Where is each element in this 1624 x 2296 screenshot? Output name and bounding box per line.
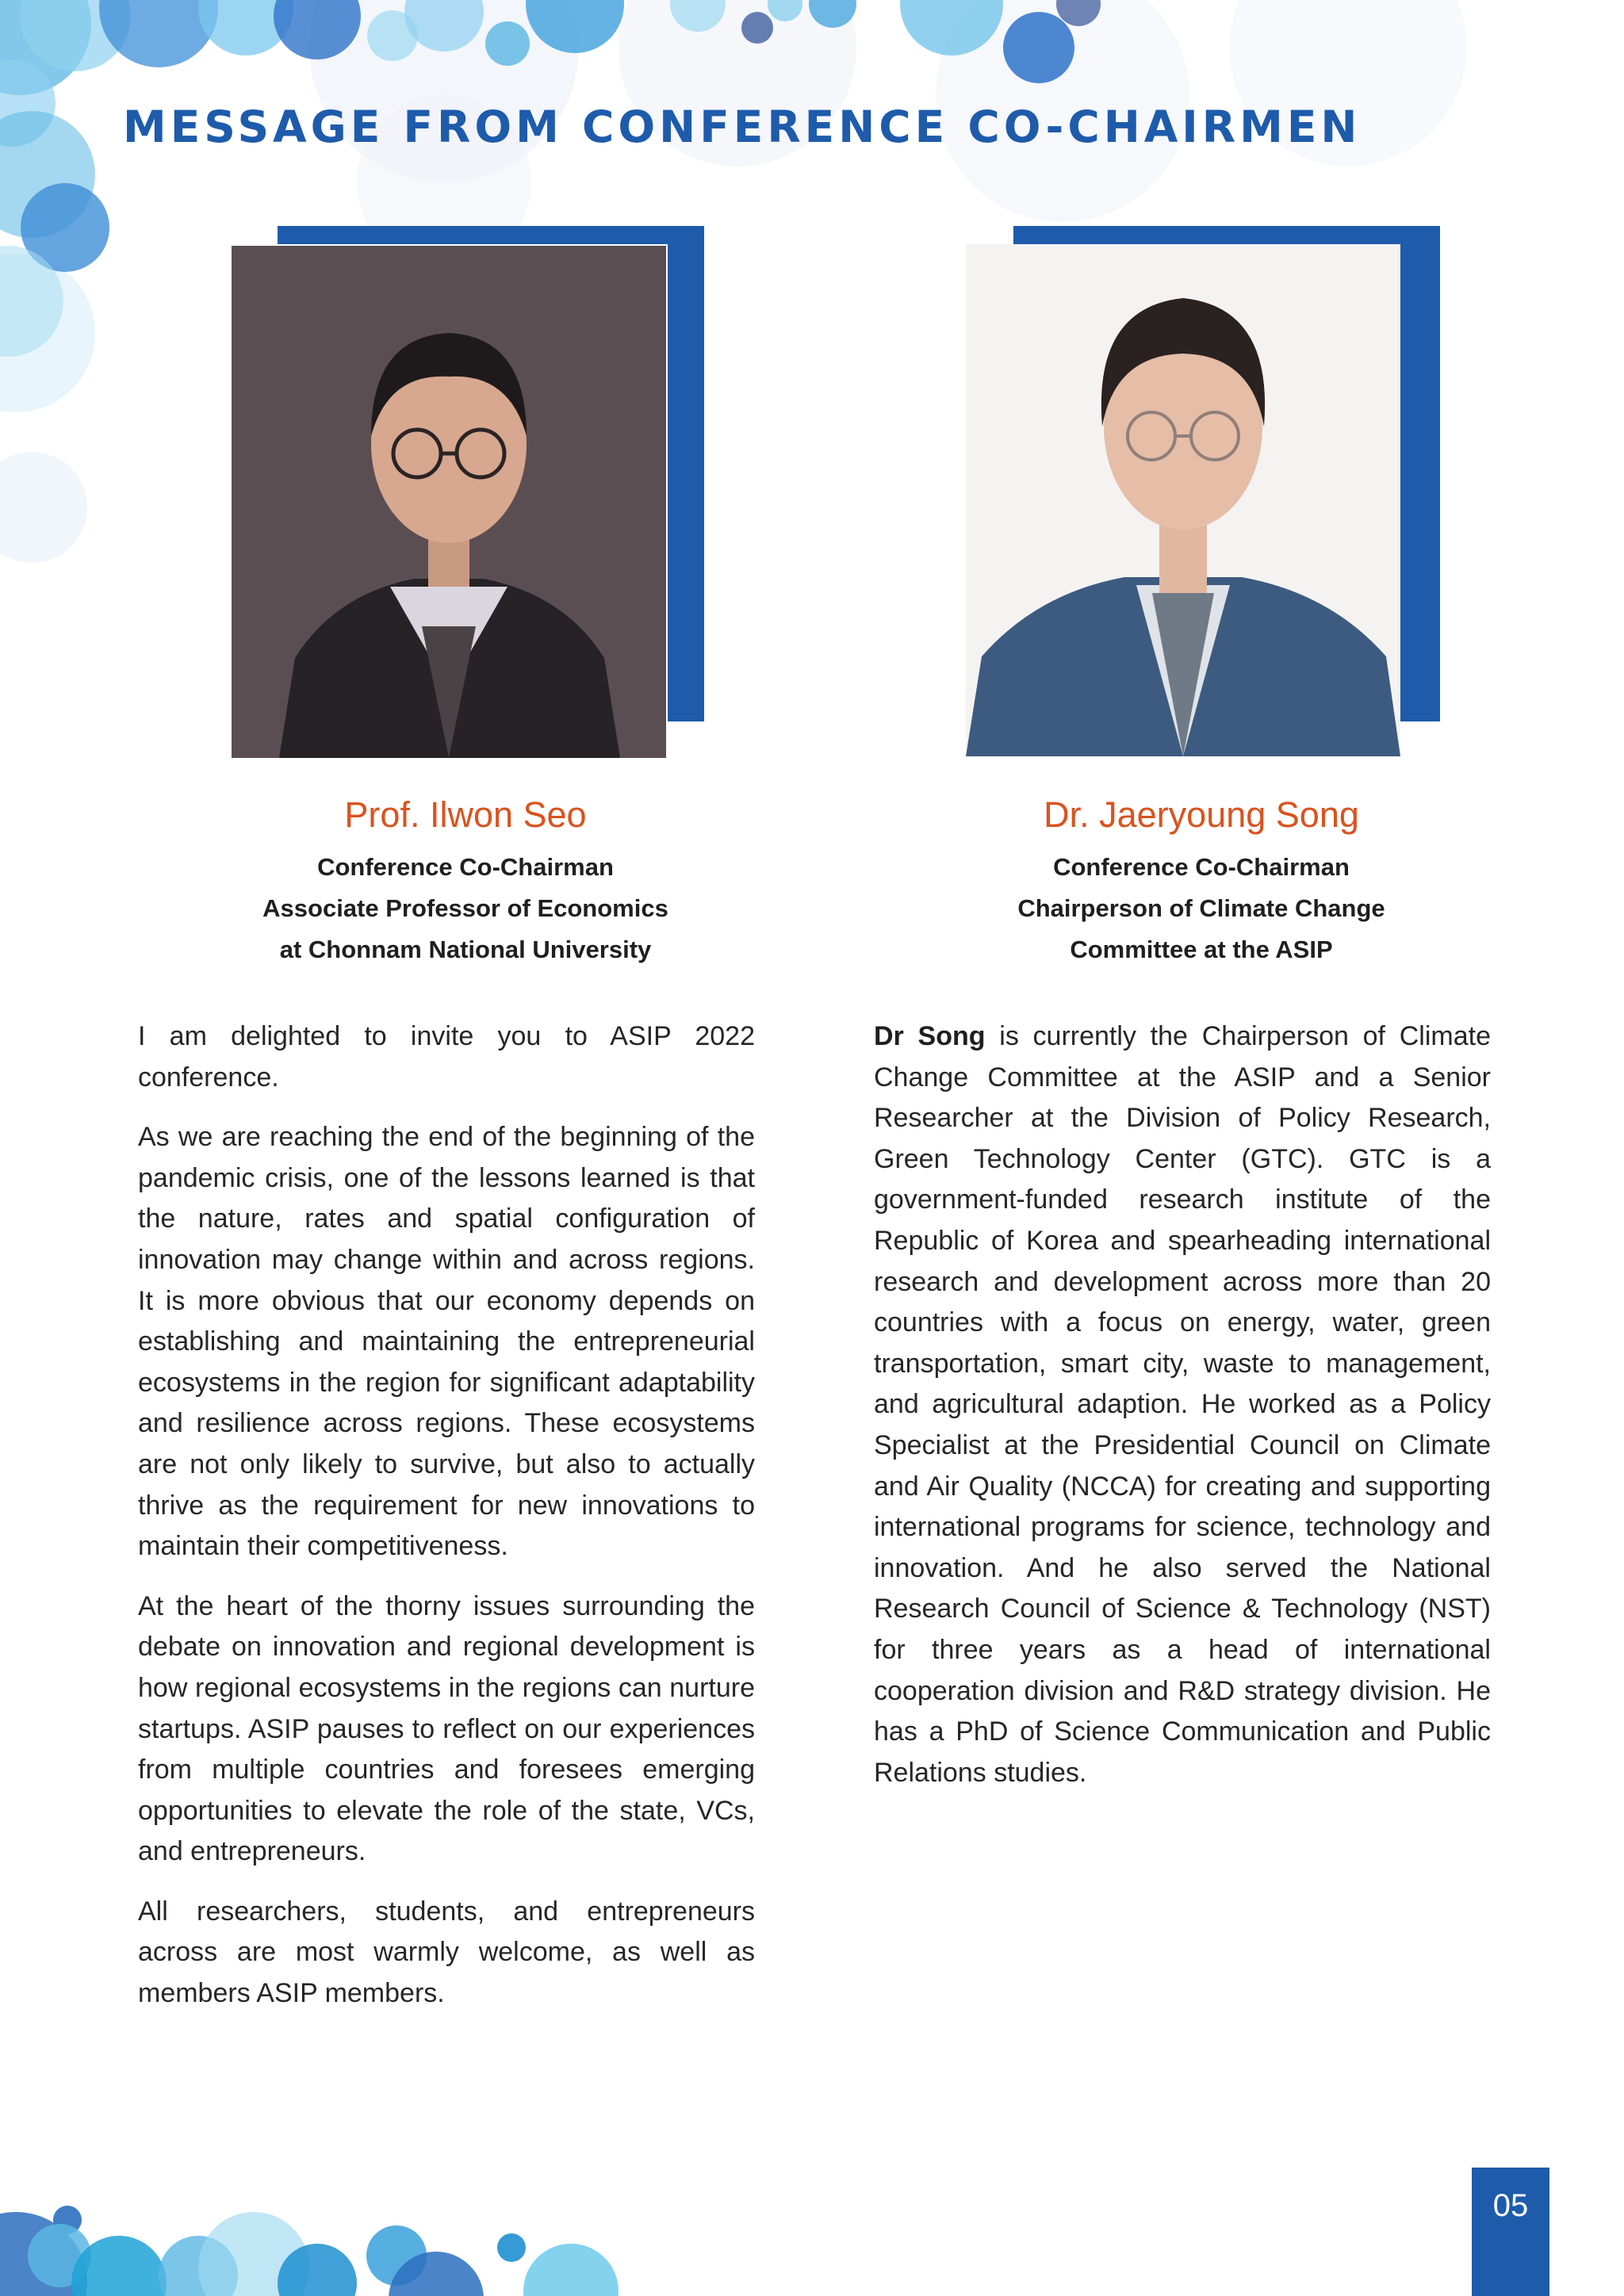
chairman-affiliation: Committee at the ASIP [1070,936,1333,963]
chairman-affiliation: at Chonnam National University [279,936,652,963]
message-paragraph: I am delighted to invite you to ASIP 2022 conference. [138,1021,755,1093]
bio-lead: Dr Song [874,1021,986,1051]
chairman-name: Prof. Ilwon Seo [344,794,587,835]
bio-body: is currently the Chairperson of Climate Change Committee at the ASIP and a Senior Researcher at the Division of Policy Research, Green Technology Center (GTC). GTC is a government-funded research institute of the Republic of Korea and spearheading international research and development across more than 20 countries with a focus on energy, water, green transportation, smart city, waste to management, and agricultural adaption. He worked as a Policy Specialist at the Presidential Council on Climate and Air Quality (NCCA) for creating and supporting international programs for science, technology and innovation. And he also served the National Research Council of Science & Technology (NST) for three years as a head of international cooperation division and R&D strategy division. He has a PhD of Science Communication and Public Relations studies. [874,1021,1491,1788]
biography [874,1016,1491,1812]
message-paragraph: At the heart of the thorny issues surrounding the debate on innovation and regional development is how regional ecosystems in the regions can nurture startups. ASIP pauses to reflect on our experiences from multiple countries and foresees emerging opportunities to elevate the role of the state, VCs, and entrepreneurs. [138,1590,755,1867]
page-title: MESSAGE FROM CONFERENCE CO-CHAIRMEN [123,101,1362,152]
bio-paragraph [874,1016,1491,1793]
message-paragraph: As we are reaching the end of the beginning of the pandemic crisis, one of the lessons learned is that the nature, rates and spatial configuration of innovation may change within and across regions. It is more obvious that our economy depends on establishing and maintaining the entrepreneurial ecosystems in the region for significant adaptability and resilience across regions. These ecosystems are not only likely to survive, but also to actually thrive as the requirement for new innovations to maintain their competitiveness. [138,1122,755,1562]
welcome-message [138,1016,755,2034]
chairman-role: Conference Co-Chairman [317,853,614,881]
chairman-affiliation: Associate Professor of Economics [262,894,668,922]
portrait-image-icon [232,246,666,758]
portrait-photo [966,244,1400,756]
chairman-role: Conference Co-Chairman [1053,853,1350,881]
chairman-name: Dr. Jaeryoung Song [1044,794,1359,835]
message-paragraph: All researchers, students, and entrepreneurs across are most warmly welcome, as well as members ASIP members. [138,1896,755,2009]
page-number: 05 [1472,2168,1549,2296]
portrait-photo [230,244,668,760]
portrait-image-icon [966,244,1400,756]
chairman-affiliation: Chairperson of Climate Change [1017,894,1385,922]
chairman-card-left [136,791,795,970]
chairman-card-right [872,791,1530,970]
